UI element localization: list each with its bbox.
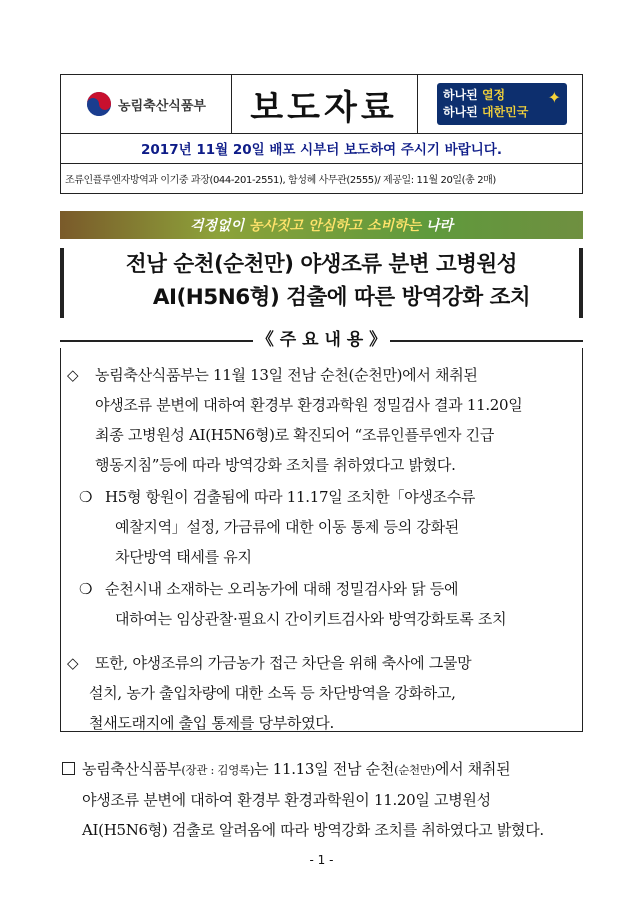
body-paragraph [82,754,582,845]
slogan-word-1: 걱정없이 [190,218,245,234]
location-note: (순천만) [394,763,435,777]
banner-text-2b: 대한민국 [481,105,529,119]
press-header [60,74,583,194]
diamond-bullet-2: ◇ [67,654,79,672]
square-bullet-icon [62,762,75,775]
banner-text-1b: 열정 [481,88,506,102]
summary-item-2 [95,648,571,678]
taegeuk-logo-icon [86,91,112,117]
ministry-name: 농림축산식품부 [118,98,206,114]
slogan-banner [60,211,583,239]
embargo-row: 2017년 11월 20일 배포 시부터 보도하여 주시기 바랍니다. [61,133,582,164]
summary-sub-2 [105,574,571,634]
summary-item-1-line-3: 최종 고병원성 AI(H5N6형)로 확진되어 “조류인플루엔자 긴급 [95,426,495,444]
slogan-word-5: 나라 [425,218,453,234]
headline-line-2: AI(H5N6형) 검출에 따른 방역강화 조치 [152,285,531,310]
slogan-word-2: 농사짓고 [248,218,304,234]
headline-line-1: 전남 순천(순천만) 야생조류 분변 고병원성 [125,252,518,277]
summary-item-2-line-2: 설치, 농가 출입차량에 대한 소독 등 차단방역을 강화하고, [89,684,456,702]
summary-sub-2-line-2: 대하여는 임상관찰·필요시 간이키트검사와 방역강화토록 조치 [115,610,507,628]
body-line-1c: 에서 채취된 [434,760,511,778]
unity-banner [437,83,567,125]
summary-sub-1-line-1: H5형 항원이 검출됨에 따라 11.17일 조치한「야생조수류 [105,488,476,506]
doc-title: 보도자료 [231,75,418,133]
summary-item-2-line-3: 철새도래지에 출입 통제를 당부하였다. [89,714,334,732]
summary-sub-1-line-2: 예찰지역」설정, 가금류에 대한 이동 통제 등의 강화된 [115,518,459,536]
body-line-2: 야생조류 분변에 대하여 환경부 환경과학원이 11.20일 고병원성 [82,791,491,809]
summary-item-1-line-2: 야생조류 분변에 대하여 환경부 환경과학원 정밀검사 결과 11.20일 [95,396,523,414]
summary-item-2-cont [73,678,571,738]
slogan-word-3: 안심하고 [307,218,363,234]
body-line-1 [82,754,582,785]
summary-heading [60,330,583,350]
summary-item-1-cont [95,390,571,480]
summary-item-1-line-1: 농림축산식품부는 11월 13일 전남 순천(순천만)에서 채취된 [95,366,478,384]
summary-sub-2-line-1: 순천시내 소재하는 오리농가에 대해 정밀검사와 닭 등에 [105,580,459,598]
summary-sub-1 [105,482,571,572]
summary-box [60,348,583,732]
diamond-bullet-1: ◇ [67,366,79,384]
slogan-word-4: 소비하는 [366,218,422,234]
body-line-1b: 는 11.13일 전남 순천 [254,760,395,778]
contact-row: 조류인플루엔자방역과 이기중 과장(044-201-2551), 함성혜 사무관(2555)/ 제공일: 11월 20일(총 2매) [65,174,496,186]
body-line-1a: 농림축산식품부 [82,760,182,778]
headline [60,248,583,318]
summary-label: 《 주 요 내 용 》 [253,330,390,350]
ministry-logo [61,75,232,133]
banner-text-1a: 하나된 [443,88,478,102]
body-line-3: AI(H5N6형) 검출로 알려옴에 따라 방역강화 조치를 취하였다고 밝혔다. [82,821,544,839]
summary-sub-1-line-3: 차단방역 태세를 유지 [115,548,252,566]
summary-item-1-line-4: 행동지침”등에 따라 방역강화 조치를 취하였다고 밝혔다. [95,456,456,474]
banner-text-2a: 하나된 [443,105,478,119]
summary-item-2-line-1: 또한, 야생조류의 가금농가 접근 차단을 위해 축사에 그물망 [95,654,472,672]
summary-item-1 [95,360,571,390]
circle-bullet-2: ❍ [79,580,93,598]
page-number: - 1 - [309,853,334,867]
circle-bullet-1: ❍ [79,488,93,506]
mascot-icon: ✦ [547,88,561,107]
header-top-row [61,75,582,134]
minister-note: (장관 : 김영록) [181,763,255,777]
